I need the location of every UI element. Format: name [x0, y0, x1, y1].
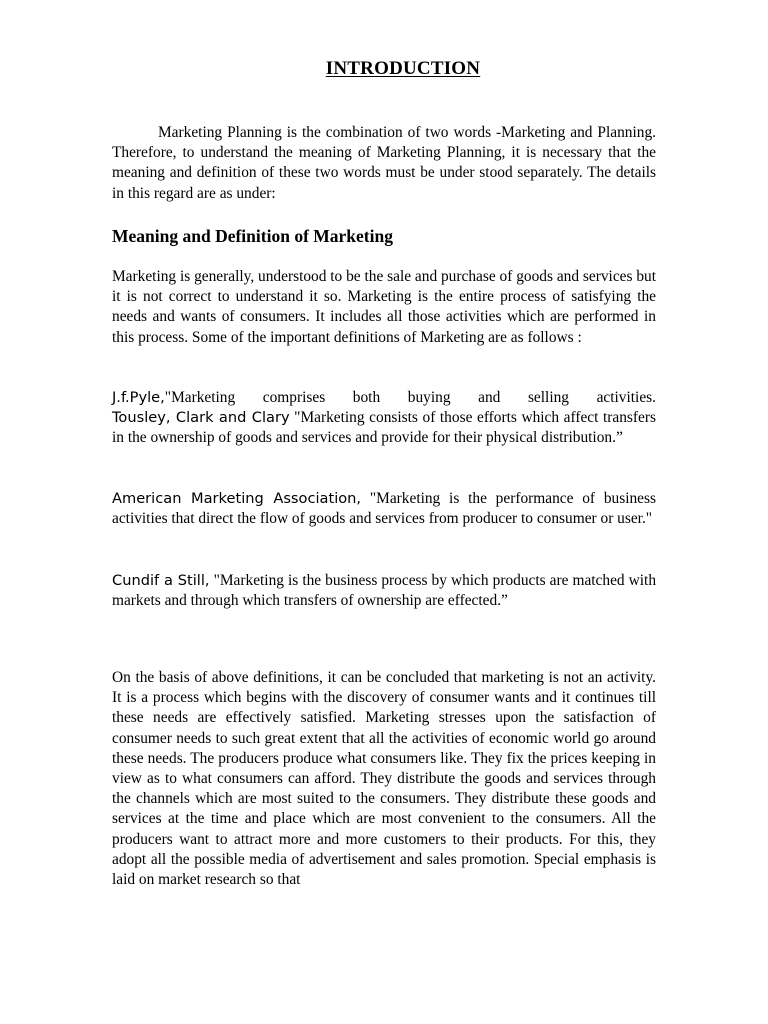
definition-cundif [112, 571, 656, 611]
conclusion-paragraph: On the basis of above definitions, it can be concluded that marketing is not an activity. It is a process which begins with the discovery of consumer wants and it continues till these needs are effectively satisfied. Marketing stresses upon the satisfaction of consumer needs to such great extent that all the activities of economic world go around these needs. The producers produce what consumers like. They fix the prices keeping in view as to what consumers can afford. They distribute the goods and services through the channels which are most suited to the consumers. They distribute these goods and services at the time and place which are most convenient to the consumers. All the producers want to attract more and more customers to their products. For this, they adopt all the possible media of advertisement and sales promotion. Special emphasis is laid on market research so that [112, 669, 656, 889]
definition-author-pyle: J.f.Pyle, [112, 389, 165, 406]
definition-pyle [112, 388, 656, 408]
definition-text-tousley: "Marketing consists of those efforts which affect transfers in the ownership of goods and services and provide for their physical distribution.” [112, 409, 656, 447]
definition-author-tousley: Tousley, Clark and Clary [112, 409, 290, 427]
section-heading: Meaning and Definition of Marketing [112, 226, 393, 246]
definition-ama [112, 489, 656, 529]
intro-paragraph: Marketing Planning is the combination of two words -Marketing and Planning. Therefore, to understand the meaning of Marketing Planning, it is necessary that the meaning and definition of these two words must be under stood separately. The details in this regard are as under: [112, 124, 656, 202]
definition-text-pyle: "Marketing comprises both buying and selling activities. [164, 389, 656, 406]
definition-author-cundif: Cundif a Still, [112, 572, 210, 589]
definition-text-ama: "Marketing is the performance of business activities that direct the flow of goods and services from producer to consumer or user." [112, 490, 656, 528]
definition-block-pyle-tousley [112, 388, 656, 449]
definition-author-ama: American Marketing Association, [112, 490, 362, 507]
page-title: INTRODUCTION [325, 58, 481, 79]
definition-text-cundif: "Marketing is the business process by which products are matched with markets and through which transfers of ownership are effected.” [112, 572, 657, 610]
meaning-paragraph: Marketing is generally, understood to be the sale and purchase of goods and services but it is not correct to understand it so. Marketing is the entire process of satisfying the needs and wants of consumers. It includes all those activities which are performed in this process. Some of the important definitions of Marketing are as follows : [112, 268, 656, 346]
